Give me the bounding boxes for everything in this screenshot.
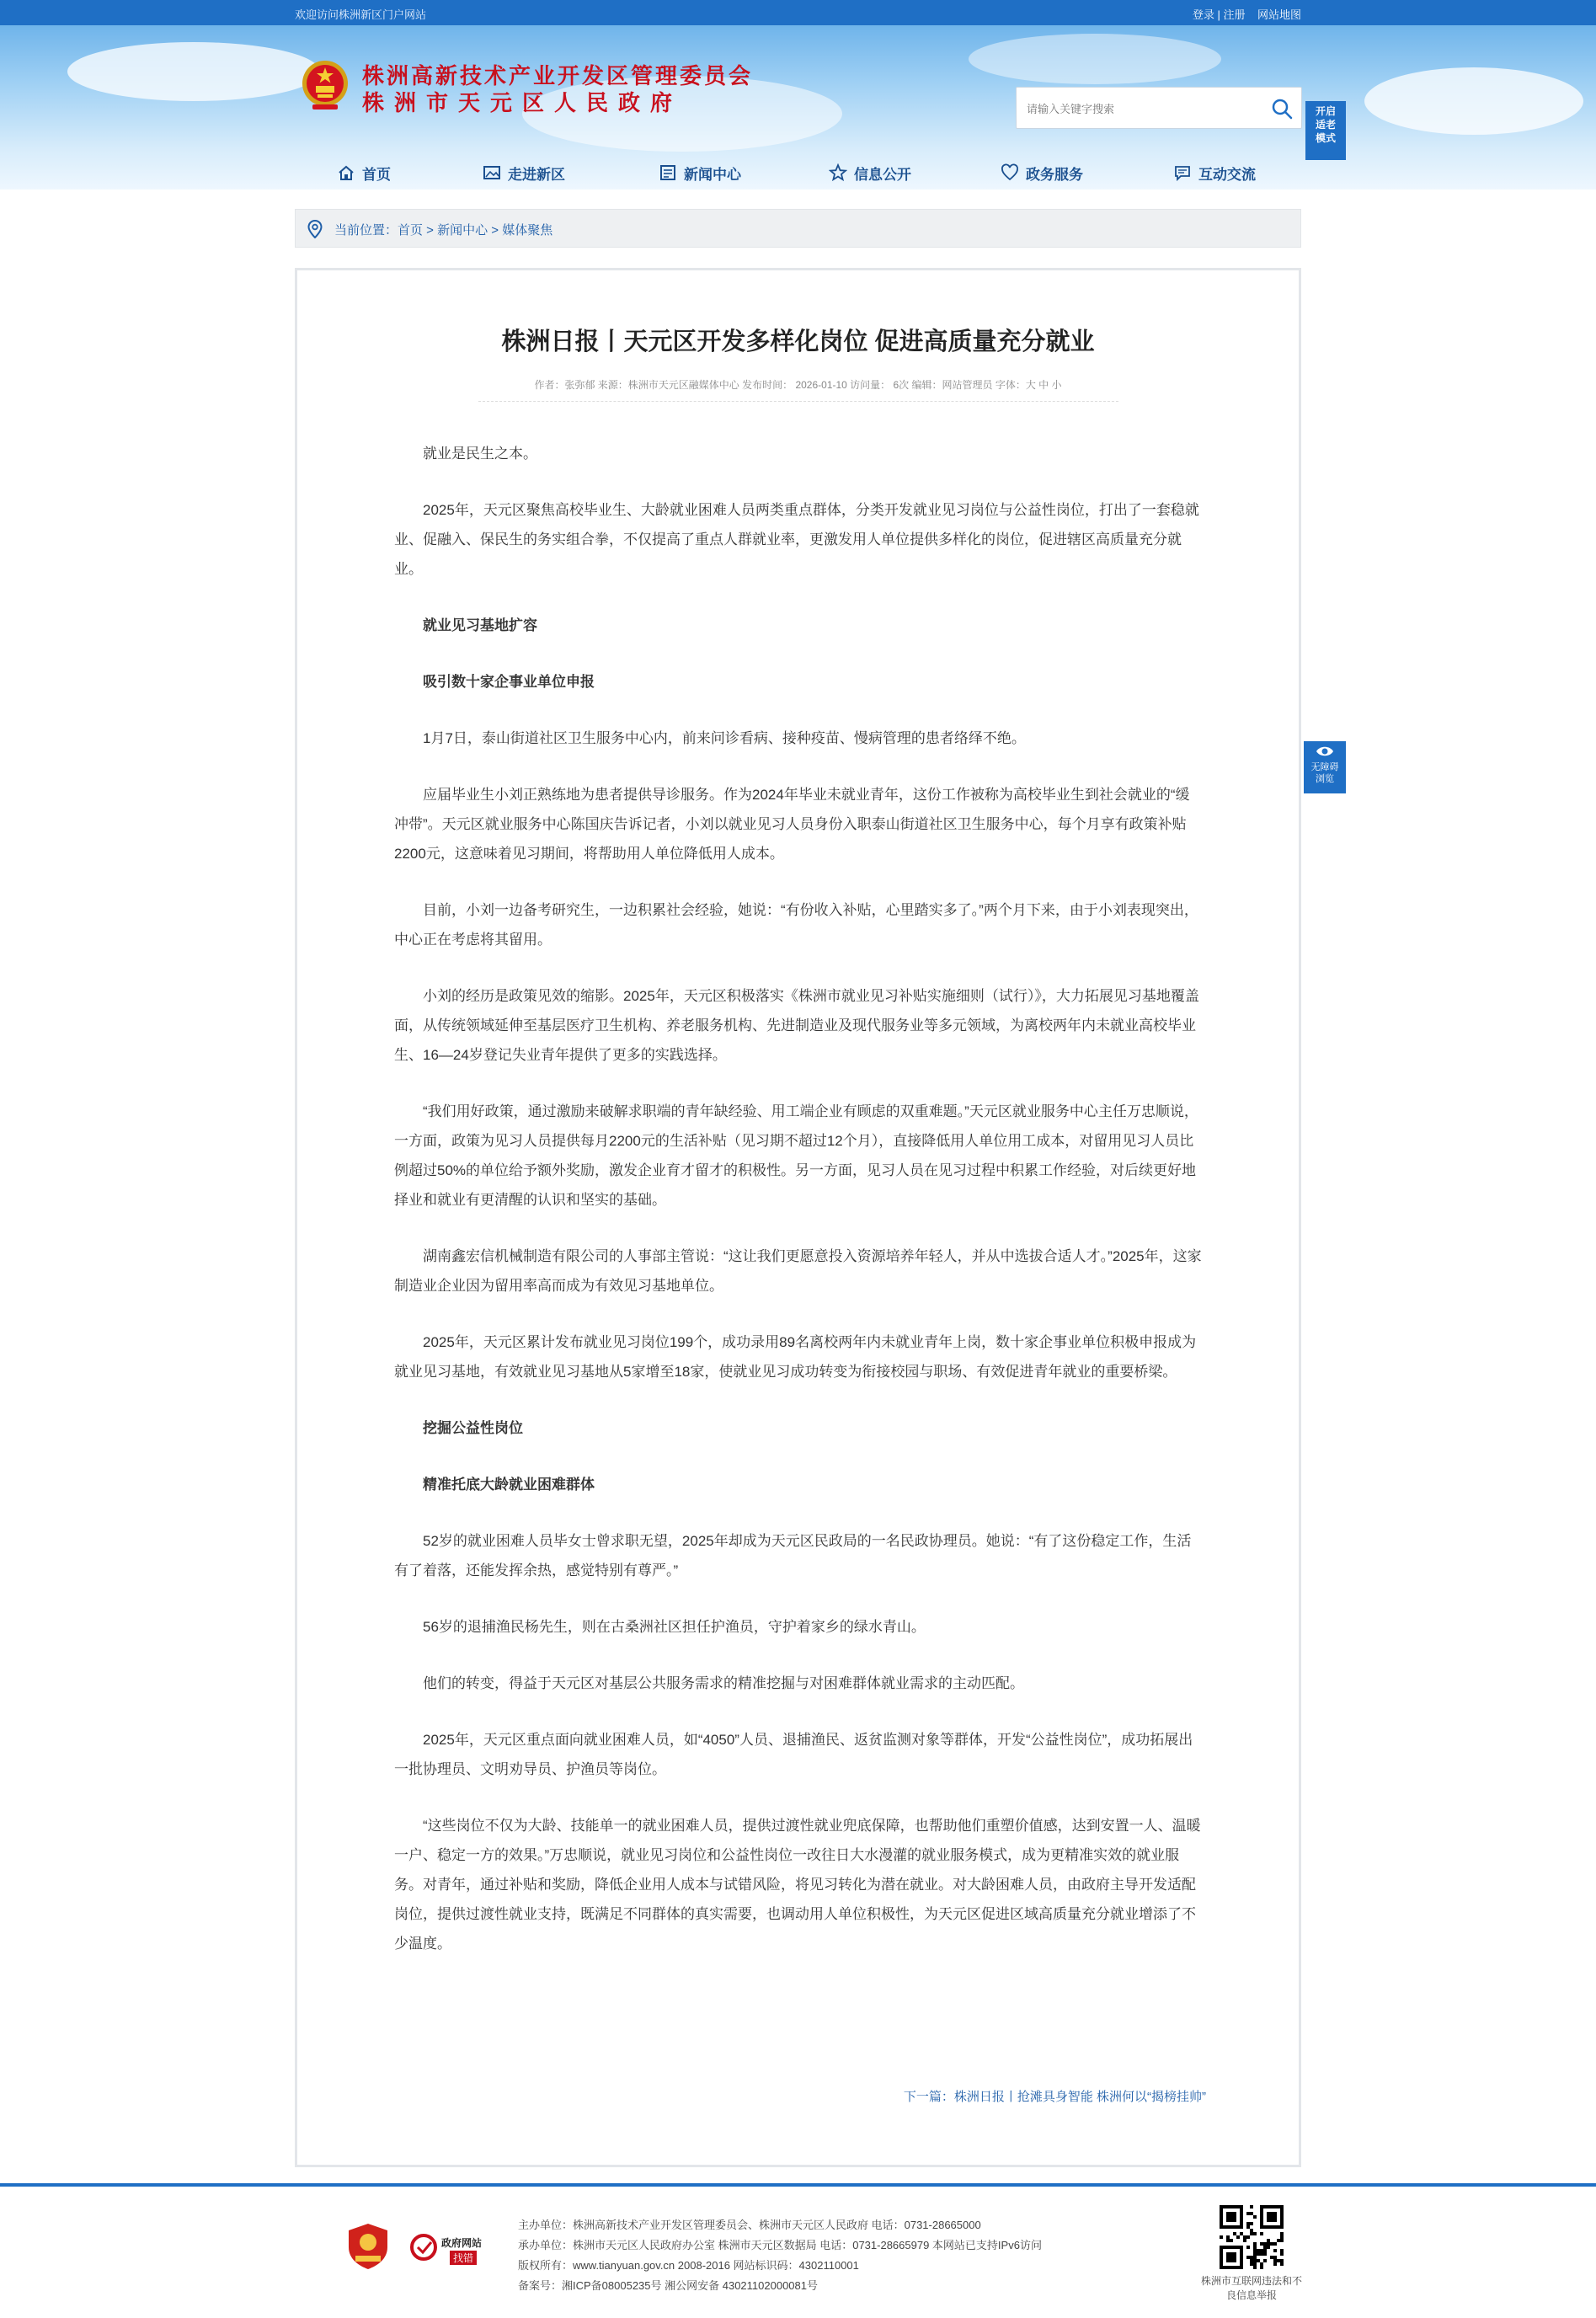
article-paragraph: 小刘的经历是政策见效的缩影。2025年，天元区积极落实《株洲市就业见习补贴实施细则（试行）》，大力拓展见习基地覆盖面，从传统领域延伸至基层医疗卫生机构、养老服务机构、先进制造业及现代服务业等多元领域，为离校两年内未就业高校毕业生、16—24岁登记失业青年提供了更多的实践选择。 [394, 988, 1199, 1063]
nav-item-services[interactable] [1001, 162, 1083, 184]
article-paragraph: 56岁的退捕渔民杨先生，则在古桑洲社区担任护渔员，守护着家乡的绿水青山。 [423, 1619, 926, 1635]
article-paragraph: 52岁的就业困难人员毕女士曾求职无望，2025年却成为天元区民政局的一名民政协理员。她说：“有了这份稳定工作，生活有了着落，还能发挥余热，感觉特别有尊严。” [394, 1533, 1192, 1578]
article-card [295, 268, 1301, 2167]
site-title-line1: 株洲高新技术产业开发区管理委员会 [362, 63, 754, 88]
elder-mode-button[interactable] [1305, 101, 1346, 160]
separator: | [1217, 8, 1224, 21]
picture-icon [483, 163, 501, 182]
search-box [1016, 87, 1302, 129]
nav-item-home[interactable] [337, 162, 391, 184]
location-pin-icon [307, 220, 323, 238]
search-input[interactable] [1027, 98, 1262, 120]
top-bar [0, 0, 1596, 25]
eye-icon [1316, 745, 1334, 758]
article-paragraph: “我们用好政策，通过激励来破解求职端的青年缺经验、用工端企业有顾虑的双重难题。”天元区就业服务中心主任万忠顺说，一方面，政策为见习人员提供每月2200元的生活补贴（见习期不超过12个月），直接降低用人单位用工成本，对留用见习人员比例超过50%的单位给予额外奖励，激发企业育才留才的积极性。另一方面，见习人员在见习过程中积累工作经验，对后续更好地择业和就业有更清醒的认识和坚实的基础。 [394, 1103, 1198, 1208]
register-link[interactable]: 注册 [1223, 8, 1246, 21]
nav-item-news[interactable] [659, 162, 741, 184]
nav-label: 互动交流 [1198, 166, 1256, 183]
cloud-decoration [1364, 67, 1583, 135]
accessibility-label-1: 无障碍 [1310, 762, 1339, 772]
elder-mode-label-2: 适老 [1315, 119, 1336, 131]
article-paragraph: 2025年，天元区累计发布就业见习岗位199个，成功录用89名离校两年内未就业青年上岗，数十家企事业单位积极申报成为就业见习基地，有效就业见习基地从5家增至18家，使就业见习成功转变为衔接校园与职场、有效促进青年就业的重要桥梁。 [394, 1334, 1197, 1380]
accessibility-button[interactable] [1304, 741, 1346, 793]
article-meta: 作者：张弥郁 来源：株洲市天元区融媒体中心 发布时间： 2026-01-10 访问量： 6次 编辑：网站管理员 字体：大 中 小 [534, 379, 1062, 391]
article-paragraph: 目前，小刘一边备考研究生，一边积累社会经验，她说：“有份收入补贴，心里踏实多了。”两个月下来，由于小刘表现突出，中心正在考虑将其留用。 [394, 902, 1198, 948]
elder-mode-label-1: 开启 [1315, 105, 1336, 117]
breadcrumb-text [334, 221, 552, 238]
article-paragraph: 应届毕业生小刘正熟练地为患者提供导诊服务。作为2024年毕业未就业青年，这份工作被称为高校毕业生到社会就业的“缓冲带”。天元区就业服务中心陈国庆告诉记者，小刘以就业见习人员身份入职泰山街道社区卫生服务中心，每个月享有政策补贴2200元，这意味着见习期间，将帮助用人单位降低用人成本。 [394, 787, 1190, 862]
article-paragraph: “这些岗位不仅为大龄、技能单一的就业困难人员，提供过渡性就业兜底保障，也帮助他们重塑价值感，达到安置一人、温暖一户、稳定一方的效果。”万忠顺说，就业见习岗位和公益性岗位一改往日大水漫灌的就业服务模式，成为更精准实效的就业服务。对青年，通过补贴和奖励，降低企业用人成本与试错风险，将见习转化为潜在就业。对大龄困难人员，由政府主导开发适配岗位，提供过渡性就业支持，既满足不同群体的真实需要，也调动用人单位积极性，为天元区促进区域高质量充分就业增添了不少温度。 [394, 1818, 1201, 1952]
breadcrumb-prefix: 当前位置： [334, 223, 398, 238]
footer-icp[interactable]: 备案号：湘ICP备08005235号 湘公网安备 43021102000081号 [518, 2279, 818, 2292]
nav-label: 走进新区 [508, 166, 565, 183]
login-link[interactable]: 登录 [1192, 8, 1214, 21]
welcome-text: 欢迎访问株洲新区门户网站 [295, 8, 427, 21]
article-paragraph: 2025年，天元区聚焦高校毕业生、大龄就业困难人员两类重点群体，分类开发就业见习岗位与公益性岗位，打出了一套稳就业、促融入、保民生的务实组合拳，不仅提高了重点人群就业率，更激发用人单位提供多样化的岗位，促进辖区高质量充分就业。 [394, 502, 1199, 577]
gov-site-error-report-badge[interactable] [409, 2230, 490, 2267]
error-report-icon [409, 2232, 438, 2266]
site-footer [0, 2187, 1596, 2318]
article-paragraph: 2025年，天元区重点面向就业困难人员，如“4050”人员、退捕渔民、返贫监测对象等群体，开发“公益性岗位”，成功拓展出一批协理员、文明劝导员、护渔员等岗位。 [394, 1732, 1193, 1777]
qr-caption: 株洲市互联网违法和不良信息举报 [1200, 2275, 1302, 2301]
nav-label: 新闻中心 [684, 166, 741, 183]
nav-label: 首页 [362, 166, 391, 183]
nav-label: 信息公开 [854, 166, 911, 183]
article-title: 株洲日报丨天元区开发多样化岗位 促进高质量充分就业 [501, 328, 1095, 355]
footer-organizer: 承办单位：株洲市天元区人民政府办公室 株洲市天元区数据局 电话：0731-28665979 本网站已支持IPv6访问 [518, 2239, 1042, 2251]
site-title-line2: 株洲市天元区人民政府 [362, 90, 683, 115]
article-subheading: 精准托底大龄就业困难群体 [423, 1477, 595, 1493]
qr-code-icon [1220, 2205, 1284, 2269]
article-paragraph: 他们的转变，得益于天元区对基层公共服务需求的精准挖掘与对困难群体就业需求的主动匹配。 [423, 1675, 1024, 1691]
footer-host: 主办单位：株洲高新技术产业开发区管理委员会、株洲市天元区人民政府 电话：0731-28665000 [518, 2219, 981, 2231]
article-subheading: 吸引数十家企事业单位申报 [423, 674, 595, 690]
accessibility-label-2: 浏览 [1316, 774, 1334, 784]
article-subheading: 挖掘公益性岗位 [423, 1420, 523, 1436]
footer-copyright: 版权所有：www.tianyuan.gov.cn 2008-2016 网站标识码：4302110001 [518, 2259, 859, 2272]
nav-item-interaction[interactable] [1173, 162, 1256, 184]
site-header [0, 25, 1596, 190]
article-paragraph: 湖南鑫宏信机械制造有限公司的人事部主管说：“这让我们更愿意投入资源培养年轻人，并从中选拔合适人才。”2025年，这家制造业企业因为留用率高而成为有效见习基地单位。 [394, 1248, 1202, 1294]
article-paragraph: 就业是民生之本。 [423, 446, 537, 462]
breadcrumb-path[interactable]: 首页 > 新闻中心 > 媒体聚焦 [398, 223, 553, 238]
top-links [1193, 6, 1301, 22]
nav-item-info[interactable] [829, 162, 911, 184]
chat-icon [1173, 163, 1192, 182]
nav-item-about[interactable] [483, 162, 565, 184]
next-article-link[interactable]: 下一篇：株洲日报丨抢滩具身智能 株洲何以“揭榜挂帅” [903, 2090, 1206, 2104]
star-icon [829, 163, 847, 182]
footer-info [518, 2215, 1042, 2296]
party-gov-badge-icon[interactable] [345, 2222, 391, 2271]
heart-icon [1001, 163, 1019, 182]
article-subheading: 就业见习基地扩容 [423, 617, 537, 633]
home-icon [337, 163, 355, 182]
title-divider [478, 401, 1118, 402]
breadcrumb [295, 209, 1301, 248]
nav-label: 政务服务 [1026, 166, 1083, 183]
badge-line2: 找错 [450, 2251, 477, 2265]
sitemap-link[interactable]: 网站地图 [1257, 8, 1301, 21]
newspaper-icon [659, 163, 677, 182]
main-nav [295, 152, 1301, 192]
elder-mode-label-3: 模式 [1315, 132, 1336, 144]
cloud-decoration [969, 34, 1221, 84]
cloud-decoration [67, 42, 320, 101]
national-emblem-icon [301, 59, 350, 111]
search-icon[interactable] [1269, 96, 1294, 121]
article-paragraph: 1月7日，泰山街道社区卫生服务中心内，前来问诊看病、接种疫苗、慢病管理的患者络绎不绝。 [423, 730, 1026, 746]
article-body [394, 439, 1203, 1985]
badge-line1: 政府网站 [441, 2237, 483, 2249]
